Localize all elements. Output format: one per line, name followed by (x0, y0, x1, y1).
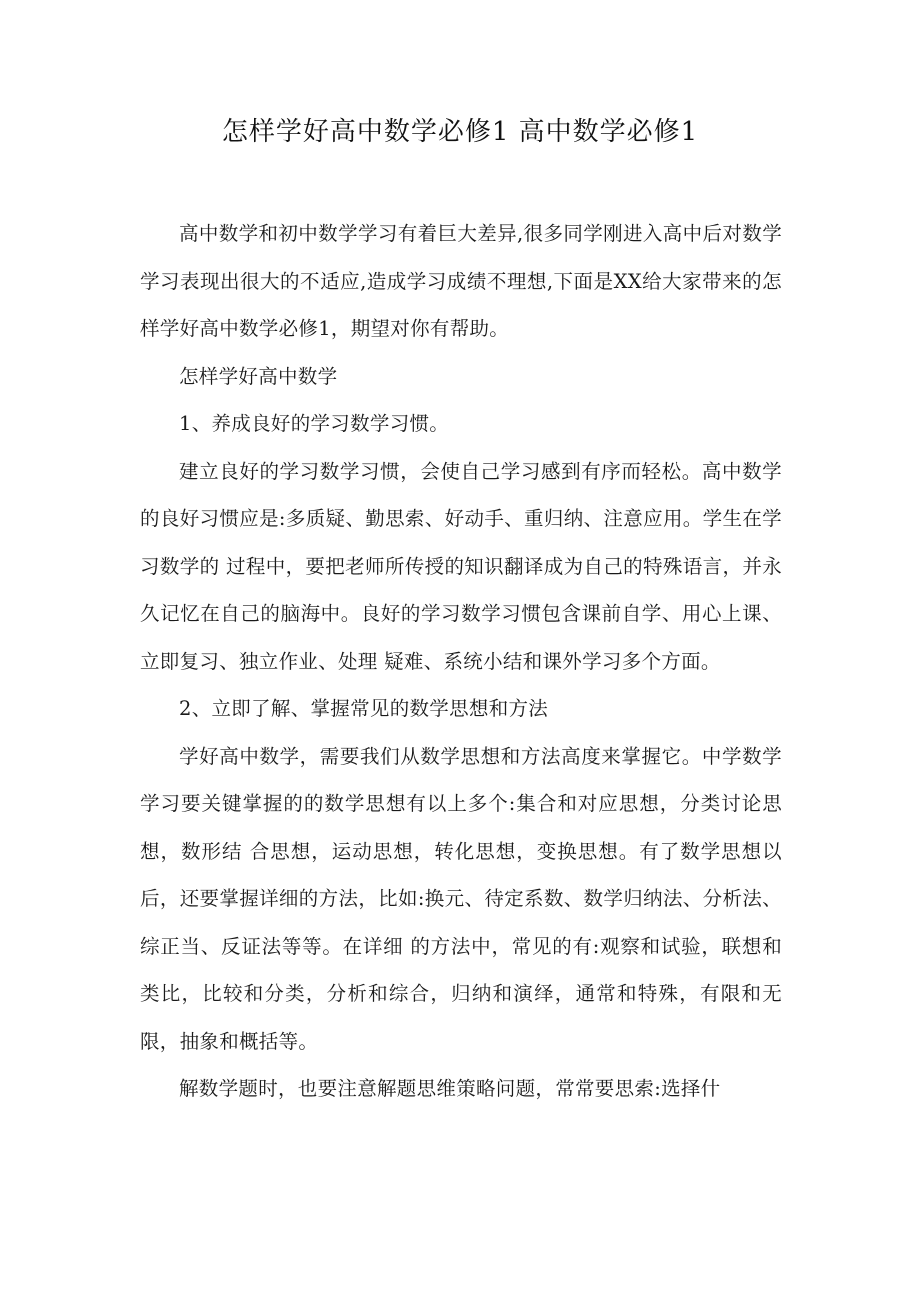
intro-paragraph: 高中数学和初中数学学习有着巨大差异,很多同学刚进入高中后对数学学习表现出很大的不适应,造成学习成绩不理想,下面是XX给大家带来的怎样学好高中数学必修1，期望对你有帮助。 (140, 222, 782, 340)
point-2-paragraph: 学好高中数学，需要我们从数学思想和方法高度来掌握它。中学数学学习要关键掌握的的数学思想有以上多个:集合和对应思想，分类讨论思想，数形结 合思想，运动思想，转化思想，变换思想。有了数学思想以后，还要掌握详细的方法，比如:换元、待定系数、数学归纳法、分析法、综正当、反证法等等。在详细 的方法中，常见的有:观察和试验，联想和类比，比较和分类，分析和综合，归纳和演绎，通常和特殊，有限和无限，抽象和概括等。 (140, 744, 782, 1053)
section-heading: 怎样学好高中数学 (179, 364, 338, 388)
document-title: 怎样学好高中数学必修1 高中数学必修1 (221, 117, 699, 147)
document-body (140, 210, 782, 1113)
point-1-heading: 1、养成良好的学习数学习惯。 (179, 412, 450, 435)
point-1-paragraph: 建立良好的学习数学习惯，会使自己学习感到有序而轻松。高中数学的良好习惯应是:多质疑、勤思索、好动手、重归纳、注意应用。学生在学习数学的 过程中，要把老师所传授的知识翻译成为自己的特殊语言，并永久记忆在自己的脑海中。良好的学习数学习惯包含课前自学、用心上课、立即复习、独立作业、处理 疑难、系统小结和课外学习多个方面。 (140, 459, 782, 673)
problem-solving-paragraph: 解数学题时，也要注意解题思维策略问题，常常要思索:选择什 (179, 1077, 721, 1100)
point-2-heading: 2、立即了解、掌握常见的数学思想和方法 (179, 697, 549, 720)
